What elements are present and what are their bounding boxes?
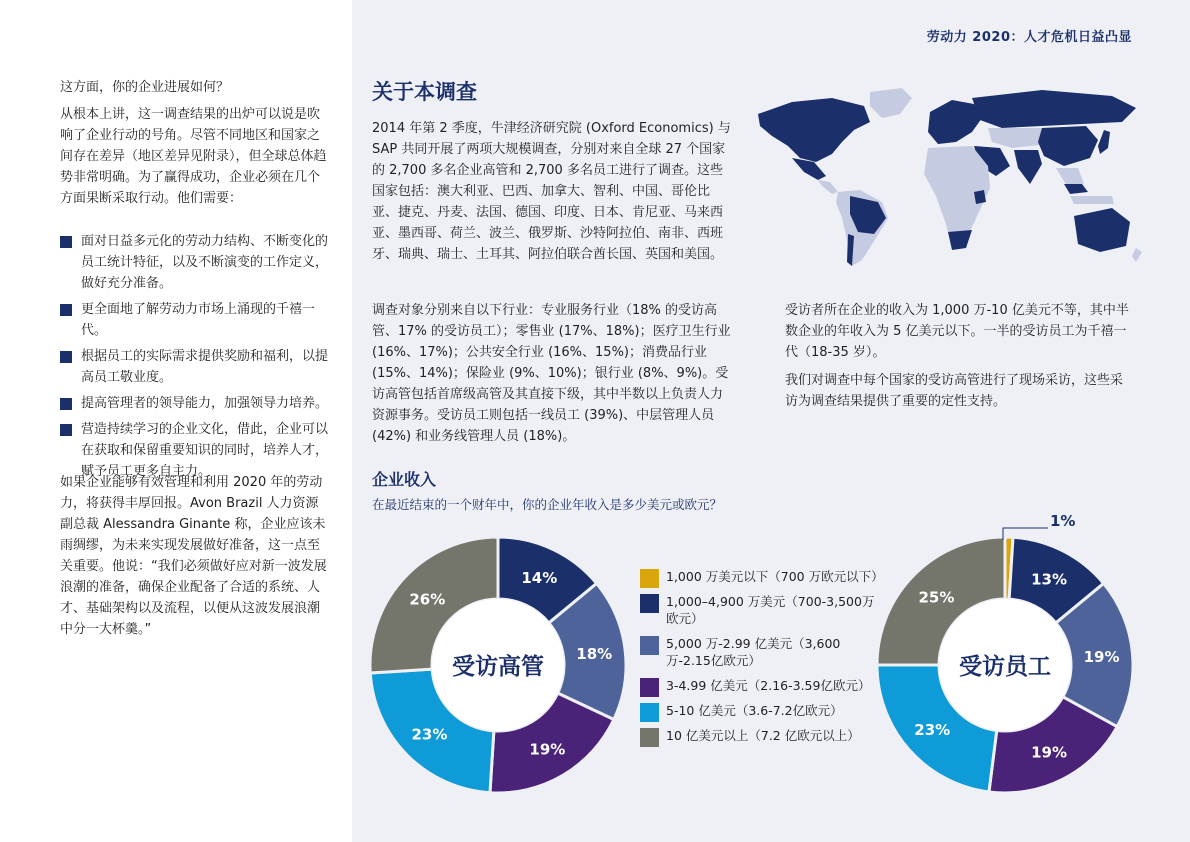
legend-item: 10 亿美元以上（7.2 亿欧元以上） <box>640 727 885 744</box>
donut-chart-employees <box>875 535 1135 795</box>
bullet-square-icon <box>60 398 72 410</box>
revenue-question: 在最近结束的一个财年中，你的企业年收入是多少美元或欧元？ <box>372 497 723 512</box>
bullet-square-icon <box>60 236 72 248</box>
about-paragraph-3: 受访者所在企业的收入为 1,000 万-10 亿美元不等，其中半数企业的年收入为 5 亿美元以下。一半的受访员工为千禧一代（18-35 岁）。 <box>785 303 1129 360</box>
map-indonesia <box>1070 196 1114 204</box>
callout-line <box>1003 528 1048 540</box>
small-slice-callout <box>990 510 1090 550</box>
map-india <box>1014 150 1042 184</box>
left-question: 这方面，你的企业进展如何？ <box>60 80 230 95</box>
about-paragraph-2: 调查对象分别来自以下行业：专业服务行业（18% 的受访高管、17% 的受访员工）；零售业 (17%、18%)；医疗卫生行业 (16%、17%)；公共安全行业 (16%、15%)；消费品行业 (15%、14%)；保险业 (9%、10%)；银行业 (8%、9%)。受访高管包括首席级高管及其直接下级，其中半数以上负责人力资源事务。受访员工则包括一线员工 (39%)、中层管理人员 (42%) 和业务线管理人员 (18%)。 <box>372 303 731 444</box>
left-closing: 如果企业能够有效管理和利用 2020 年的劳动力，将获得丰厚回报。Avon Brazil 人力资源副总裁 Alessandra Ginante 称，企业应该未雨绸缪，为未来实现发展做好准备，这一点至关重要。他说：“我们必须做好应对新一波发展浪潮的准备，确保企业配备了合适的系统、人才、基础架构以及流程，以便从这波发展浪潮中分一大杯羹。” <box>60 475 327 637</box>
slice-label: 23% <box>914 721 951 740</box>
legend-swatch <box>640 594 659 613</box>
world-map <box>752 84 1144 274</box>
list-item: 更全面地了解劳动力市场上涌现的千禧一代。 <box>60 299 330 341</box>
map-china <box>1038 126 1098 166</box>
list-item: 根据员工的实际需求提供奖励和福利，以提高员工敬业度。 <box>60 346 330 388</box>
bullet-square-icon <box>60 351 72 363</box>
legend-item: 1,000–4,900 万美元（700-3,500万欧元） <box>640 593 885 627</box>
slice-label: 13% <box>1031 570 1067 589</box>
map-greenland <box>870 88 912 118</box>
callout-label: 1% <box>1050 512 1076 530</box>
slice-label: 18% <box>576 644 613 663</box>
bullet-square-icon <box>60 424 72 436</box>
left-column <box>0 0 352 842</box>
map-north-america <box>758 98 870 162</box>
action-list <box>60 231 330 487</box>
map-mexico <box>792 158 826 180</box>
list-item: 面对日益多元化的劳动力结构、不断变化的员工统计特征，以及不断演变的工作定义，做好充分准备。 <box>60 231 330 294</box>
slice-label: 25% <box>918 588 955 607</box>
donut-chart-executives <box>368 535 628 795</box>
map-central-america <box>818 180 838 194</box>
legend-item: 5-10 亿美元（3.6-7.2亿欧元） <box>640 702 885 719</box>
legend-item: 5,000 万-2.99 亿美元（3,600 万-2.15亿欧元） <box>640 635 885 669</box>
slice-label: 19% <box>1083 647 1120 666</box>
slice-label: 23% <box>411 725 448 744</box>
list-item: 营造持续学习的企业文化，借此，企业可以在获取和保留重要知识的同时，培养人才，赋予员工更多自主力。 <box>60 419 330 482</box>
map-russia <box>972 90 1136 128</box>
bullet-square-icon <box>60 304 72 316</box>
slice-label: 19% <box>529 740 566 759</box>
legend-swatch <box>640 636 659 655</box>
legend-swatch <box>640 569 659 588</box>
legend-swatch <box>640 703 659 722</box>
map-australia <box>1074 208 1130 252</box>
map-malaysia <box>1064 184 1088 194</box>
about-title: 关于本调查 <box>372 80 477 104</box>
legend-item: 3-4.99 亿美元（2.16-3.59亿欧元） <box>640 677 885 694</box>
running-header: 劳动力 2020：人才危机日益凸显 <box>926 30 1132 45</box>
map-kenya <box>974 190 986 204</box>
map-japan <box>1098 130 1110 154</box>
slice-label: 14% <box>521 569 558 588</box>
legend-swatch <box>640 728 659 747</box>
list-item: 提高管理者的领导能力，加强领导力培养。 <box>60 393 330 414</box>
chart-legend <box>640 568 885 752</box>
chart-center-label: 受访员工 <box>959 654 1051 680</box>
map-europe <box>928 100 982 144</box>
legend-swatch <box>640 678 659 697</box>
map-south-africa <box>948 230 972 250</box>
left-intro: 从根本上讲，这一调查结果的出炉可以说是吹响了企业行动的号角。尽管不同地区和国家之间存在差异（地区差异见附录），但全球总体趋势非常明确。为了赢得成功，企业必须在几个方面果断采取行动。他们需要： <box>60 107 327 206</box>
chart-center-label: 受访高管 <box>452 654 544 680</box>
map-central-asia <box>988 128 1048 148</box>
about-paragraph-4: 我们对调查中每个国家的受访高管进行了现场采访，这些采访为调查结果提供了重要的定性支持。 <box>785 373 1124 409</box>
legend-item: 1,000 万美元以下（700 万欧元以下） <box>640 568 885 585</box>
slice-label: 26% <box>409 590 446 609</box>
map-new-zealand <box>1132 248 1142 262</box>
about-paragraph-1: 2014 年第 2 季度，牛津经济研究院 (Oxford Economics) 与 SAP 共同开展了两项大规模调查，分别对来自全球 27 个国家的 2,700 多名企业高管和 2,700 多名员工进行了调查。这些国家包括：澳大利亚、巴西、加拿大、智利、中国、哥伦比亚、捷克、丹麦、法国、德国、印度、日本、肯尼亚、马来西亚、墨西哥、荷兰、波兰、俄罗斯、沙特阿拉伯、南非、西班牙、瑞典、瑞士、土耳其、阿拉伯联合酋长国、英国和美国。 <box>372 121 731 262</box>
slice-label: 19% <box>1031 743 1067 762</box>
revenue-title: 企业收入 <box>372 470 437 489</box>
